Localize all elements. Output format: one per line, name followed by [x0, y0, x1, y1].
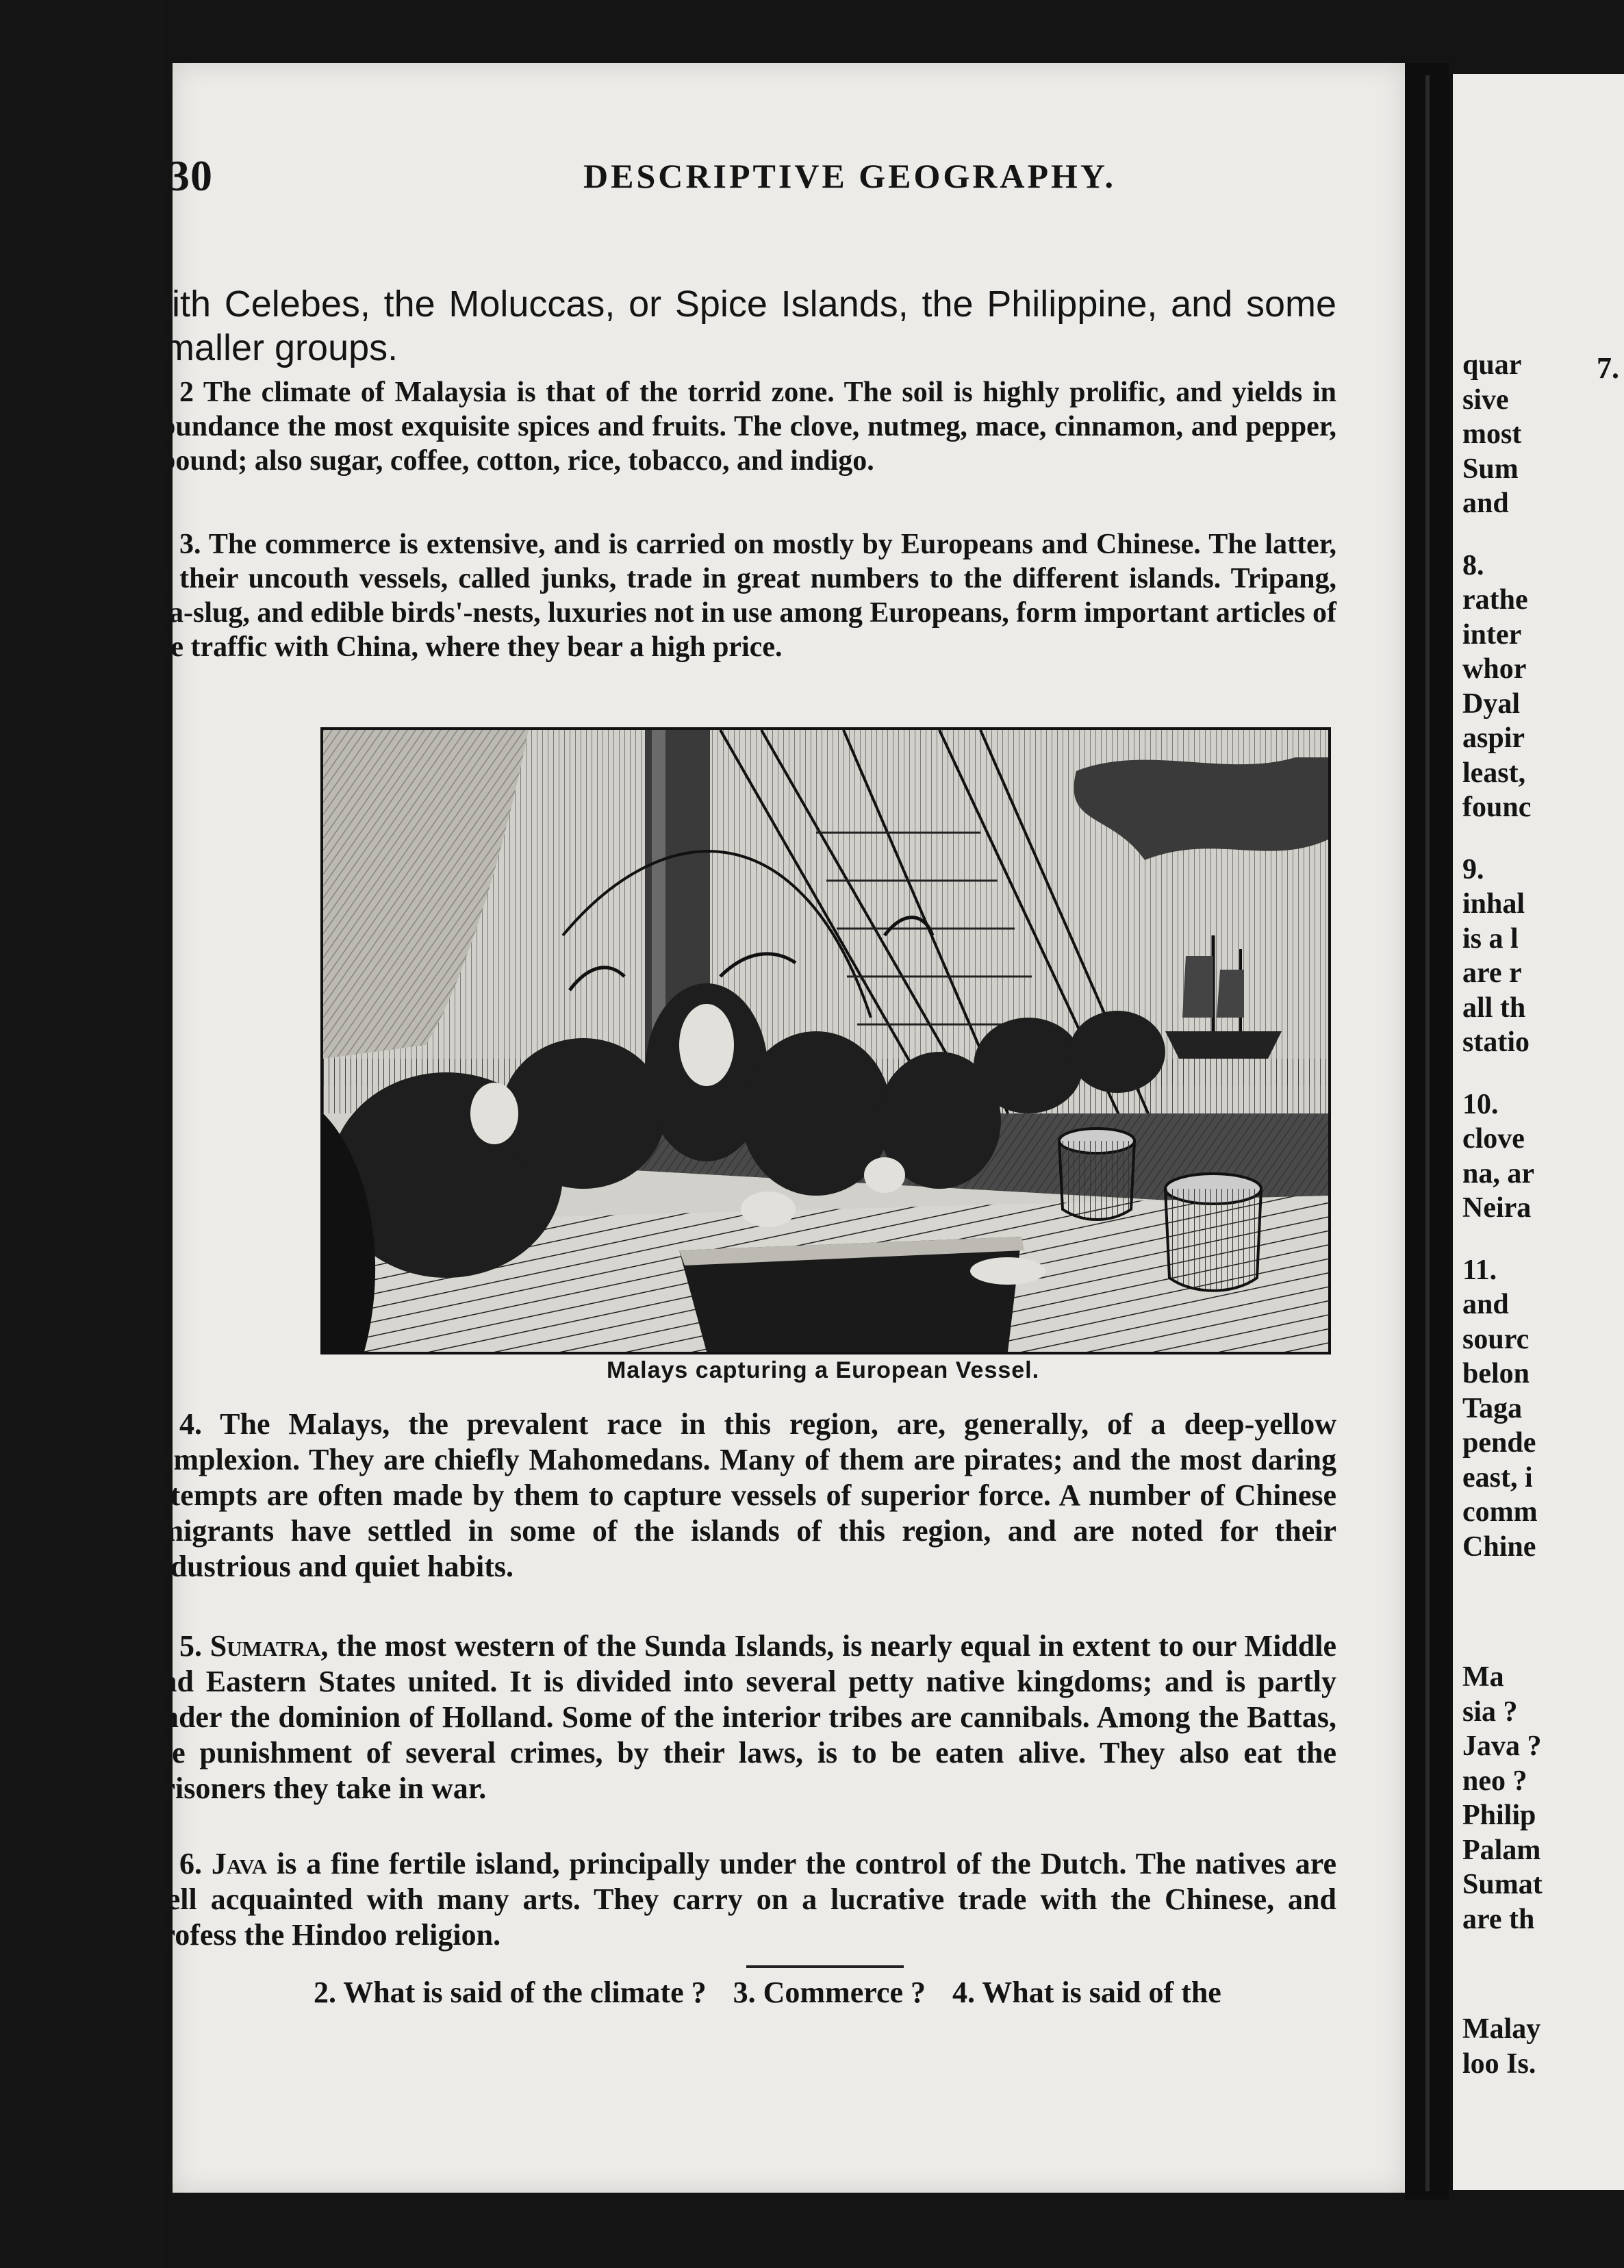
page-number: 330 [145, 151, 213, 200]
paragraph-climate-text: 2 The climate of Malaysia is that of the torrid zone. The soil is highly prolific, and yields in abundance the most exquisite spices and fruits. The clove, nutmeg, mace, cinnamon, and pepper, abound; also sugar, coffee, cotton, rice, tobacco, and indigo. [145, 377, 1336, 477]
next-page-line: least, [1462, 757, 1526, 789]
next-page-line: sourc [1462, 1323, 1530, 1355]
question-commerce: 3. Commerce ? [733, 1976, 926, 2009]
next-page-spacer [1462, 825, 1624, 853]
paragraph-malays [145, 1407, 1336, 1585]
next-page-line: founc [1462, 792, 1532, 823]
next-page-line: whor [1462, 653, 1527, 685]
next-page-line: Taga [1462, 1392, 1523, 1424]
next-page-line: clove [1462, 1123, 1525, 1155]
paragraph-malays-text: 4. The Malays, the prevalent race in this region, are, generally, of a deep-yellow complexion. They are chiefly Mahomedans. Many of them are pirates; and the most daring attempts are often made by them to capture vessels of superior force. A number of Chinese emigrants have settled in some of the islands of this region, and are noted for their industrious and quiet habits. [145, 1407, 1336, 1583]
next-page-top-number: 7. [1597, 351, 1619, 385]
next-page-line: pende [1462, 1427, 1536, 1459]
next-page-spacer [1462, 1937, 1624, 2012]
next-page-line: Sumat [1462, 1869, 1543, 1900]
next-page-line: Chine [1462, 1530, 1536, 1563]
next-page-fragment [1449, 74, 1624, 2190]
next-page-line: na, ar [1462, 1157, 1534, 1189]
next-page-line: comm [1462, 1496, 1538, 1528]
next-page-line: east, i [1462, 1461, 1533, 1494]
paragraph-sumatra-text: , the most western of the Sunda Islands, is nearly equal in extent to our Middle and Eastern States united. It is divided into several petty native kingdoms; and is partly under the dominion of Holland. Some of the interior tribes are cannibals. Among the Battas, the punishment of several crimes, by their laws, is to be eaten alive. They also eat the prisoners they take in war. [145, 1629, 1337, 1805]
next-page-line: belon [1462, 1358, 1530, 1389]
question-malays: 4. What is said of the [952, 1976, 1221, 2009]
gutter-line [1425, 75, 1430, 2191]
next-page-line: neo ? [1462, 1765, 1527, 1797]
next-page-line: rathe [1462, 584, 1528, 616]
next-page-line: 10. [1462, 1088, 1499, 1120]
next-page-line: loo Is. [1462, 2048, 1536, 2080]
next-page-line: aspir [1462, 722, 1525, 754]
review-questions [314, 1972, 1341, 2013]
next-page-spacer [1462, 1060, 1624, 1087]
section-rule [746, 1965, 904, 1968]
engraving-illustration [320, 727, 1331, 1354]
next-page-line: inhal [1462, 888, 1525, 920]
paragraph-java-number: 6. [179, 1847, 202, 1880]
next-page-line: Neira [1462, 1192, 1532, 1224]
next-page-line: Java ? [1462, 1730, 1542, 1762]
paragraph-sumatra [145, 1628, 1336, 1806]
next-page-line: are th [1462, 1903, 1535, 1935]
next-page-line: Ma [1462, 1661, 1504, 1693]
intro-paragraph: with Celebes, the Moluccas, or Spice Islands, the Philippine, and some smaller groups. [145, 284, 1336, 368]
page-header-title: DESCRIPTIVE GEOGRAPHY. [583, 157, 1116, 195]
next-page-line: and [1462, 488, 1509, 519]
next-page-spacer [1462, 1226, 1624, 1253]
paragraph-java [145, 1846, 1336, 1953]
next-page-line: and [1462, 1289, 1509, 1320]
paragraph-commerce [145, 527, 1336, 664]
next-page-line: statio [1462, 1026, 1530, 1058]
paragraph-climate [145, 375, 1336, 478]
next-page-line: most [1462, 418, 1522, 450]
next-page-line: 9. [1462, 853, 1484, 885]
next-page-line: inter [1462, 618, 1522, 651]
paragraph-sumatra-number: 5. [179, 1629, 202, 1663]
next-page-line: sive [1462, 383, 1509, 416]
next-page-line: are r [1462, 957, 1522, 989]
next-page-line: is a l [1462, 922, 1519, 955]
paragraph-java-term: Java [211, 1847, 268, 1880]
next-page-column [1462, 348, 1624, 2081]
next-page-line: Sum [1462, 453, 1519, 485]
question-climate: 2. What is said of the climate ? [314, 1976, 707, 2009]
scan-background-left [0, 0, 164, 2268]
figure-caption: Malays capturing a European Vessel. [606, 1357, 1040, 1383]
next-page-line: 11. [1462, 1254, 1497, 1286]
next-page-line: Palam [1462, 1834, 1541, 1866]
next-page-line: all th [1462, 992, 1526, 1024]
running-head [145, 151, 1336, 212]
ship-boarding-engraving [323, 730, 1328, 1352]
next-page-spacer [1462, 1564, 1624, 1660]
next-page-line: quar [1462, 349, 1522, 381]
paragraph-java-text: is a fine fertile island, principally under the control of the Dutch. The natives are well acquainted with many arts. They carry on a lucrative trade with the Chinese, and profess the Hindoo religion. [145, 1847, 1336, 1952]
paragraph-sumatra-term: Sumatra [210, 1629, 321, 1663]
next-page-line: sia ? [1462, 1696, 1518, 1728]
paragraph-commerce-text: 3. The commerce is extensive, and is carried on mostly by Europeans and Chinese. The latter, in their uncouth vessels, called junks, trade in great numbers to the different islands. Tripang, sea-slug, and edible birds'-nests, luxuries not in use among Europeans, form important articles of the traffic with China, where they bear a high price. [145, 529, 1336, 663]
next-page-line: Philip [1462, 1800, 1536, 1831]
next-page-spacer [1462, 521, 1624, 549]
next-page-line: Dyal [1462, 688, 1520, 720]
next-page-line: Malay [1462, 2013, 1541, 2045]
next-page-line: 8. [1462, 549, 1484, 581]
